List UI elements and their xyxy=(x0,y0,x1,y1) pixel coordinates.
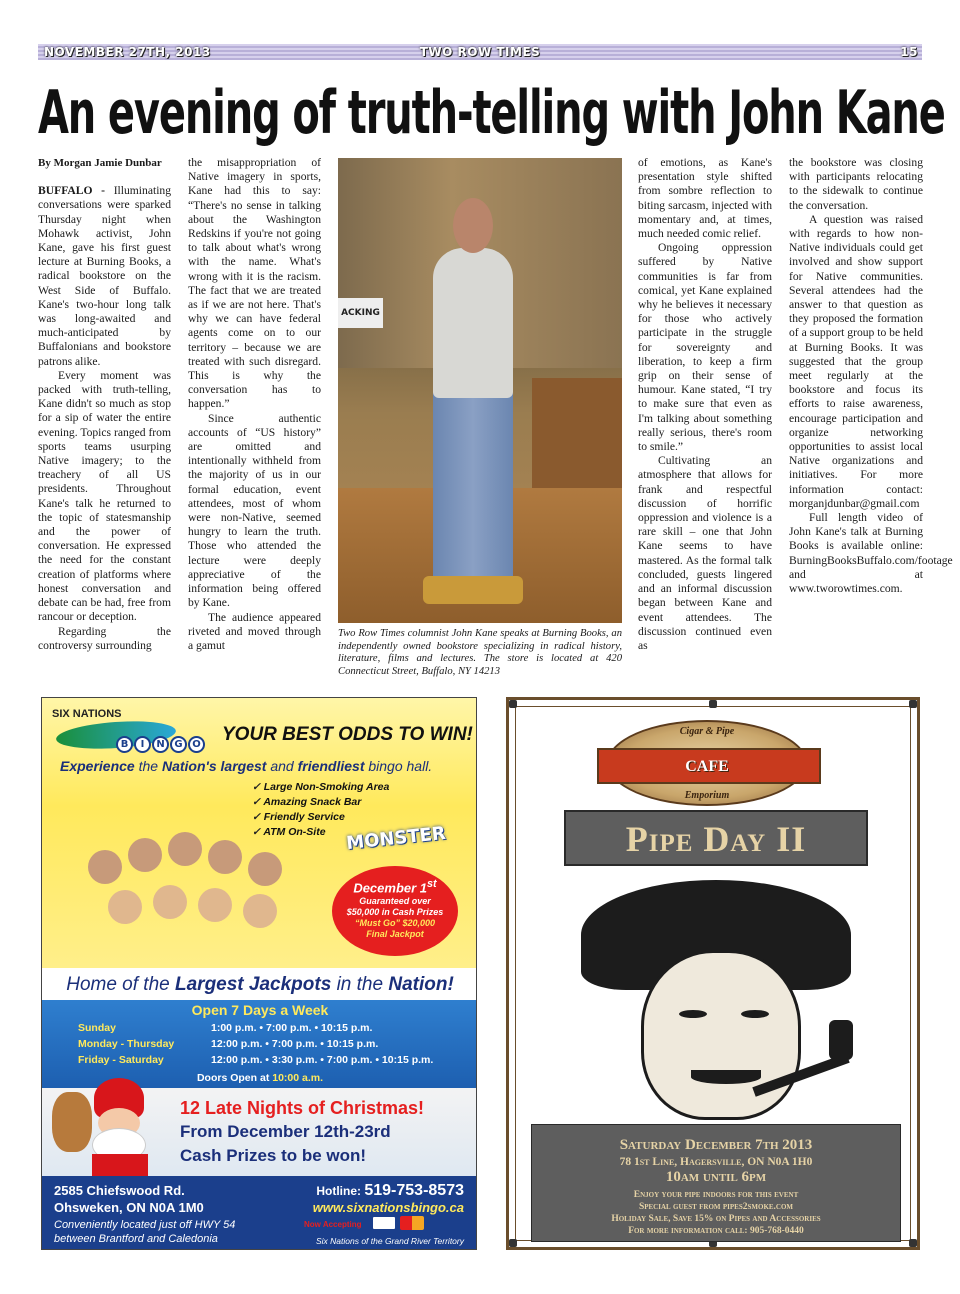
bingo-people-photo xyxy=(58,830,348,956)
santa-sack xyxy=(52,1092,92,1152)
bingo-location-note xyxy=(54,1218,235,1246)
person xyxy=(108,890,142,924)
photo-speaker-head xyxy=(453,198,493,253)
paragraph-3a: Regarding the controversy surrounding xyxy=(38,624,171,652)
paragraph-1-text: Illuminating conversations were sparked Thursday night when Mohawk activist, John Kane, gave his first guest lecture at Burning Books, a radical bookstore on the West Side of Buffalo. Kane's two-hour long talk was long-awaited and much-anticipated by Buffalonians and bookstore patrons alike. xyxy=(38,184,172,368)
feature-item: ✓ Friendly Service xyxy=(252,810,389,825)
paper-name: TWO ROW TIMES xyxy=(419,45,541,59)
xmas-headline: 12 Late Nights of Christmas! xyxy=(180,1098,425,1118)
schedule-row xyxy=(78,1022,373,1034)
paragraph-6: Ongoing oppression suffered by Native communities is far from comical, yet Kane explained why he believes it necessary for those who actively participate in the struggle for sovereignty and liberation, to keep a firm grip on their sense of humour. Kane stated, “I try to make sure that even as I'm talking about something really serious, there's room to smile.” xyxy=(638,241,772,454)
article-column-1 xyxy=(38,156,171,653)
illustration-eye xyxy=(679,1010,707,1018)
monster-bingo-burst xyxy=(332,866,458,956)
byline: By Morgan Jamie Dunbar xyxy=(38,157,162,169)
burst-amount xyxy=(332,907,458,918)
doors-label: Doors Open at xyxy=(196,1072,273,1084)
burst-amount-text: in Cash Prizes xyxy=(379,907,444,918)
bingo-brand: SIX NATIONS xyxy=(52,708,122,720)
exp-1: Experience xyxy=(60,758,135,774)
illustration-mouth xyxy=(691,1070,761,1084)
page-number: 15 xyxy=(900,45,918,59)
schedule-row xyxy=(78,1054,434,1066)
pipe-day-title: Pipe Day II xyxy=(564,810,868,866)
schedule-day: Friday - Saturday xyxy=(78,1054,164,1066)
schedule-day: Monday - Thursday xyxy=(78,1038,175,1050)
xmas-prizes: Cash Prizes to be won! xyxy=(180,1146,367,1165)
photo-speaker-legs xyxy=(433,393,513,583)
schedule-times: 12:00 p.m. • 7:00 p.m. • 10:15 p.m. xyxy=(211,1038,379,1050)
territory-note: Six Nations of the Grand River Territory xyxy=(315,1236,464,1246)
schedule-row xyxy=(78,1038,379,1050)
article-column-2 xyxy=(188,156,321,653)
person xyxy=(168,832,202,866)
bingo-ball-i: I xyxy=(134,736,151,753)
bingo-logo xyxy=(116,736,205,753)
detail-line: Enjoy your pipe indoors for this event xyxy=(633,1190,799,1200)
photo-speaker-torso xyxy=(433,248,513,398)
santa-illustration xyxy=(52,1078,172,1178)
santa-suit xyxy=(92,1154,148,1178)
paragraph-1 xyxy=(38,184,171,369)
paragraph-8: A question was raised with regards to how non-Native individuals could get involved and show support for Native communities. Several attendees had the answer to that question as they proposed the formation of a support group to be held at Burning Books. It was suggested that the group meet regularly at the bookstore and focus its efforts to raise awareness, encourage participation and organize networking opportunities to assist local Native organizations and initiatives. For more information contact: morganjdunbar@gmail.com xyxy=(789,212,923,510)
bingo-website: www.sixnationsbingo.ca xyxy=(312,1200,464,1215)
detail-line: Holiday Sale, Save 15% on Pipes and Accessories xyxy=(611,1214,821,1224)
paragraph-5a: The audience appeared riveted and moved through a gamut xyxy=(188,610,321,652)
bingo-advertisement xyxy=(41,697,477,1250)
bingo-hotline xyxy=(316,1182,464,1200)
bingo-ad-top xyxy=(42,698,477,968)
schedule-times: 1:00 p.m. • 7:00 p.m. • 10:15 p.m. xyxy=(211,1022,373,1034)
exp-3: Nation's largest xyxy=(161,758,267,774)
person xyxy=(153,885,187,919)
bingo-ball-g: G xyxy=(170,736,187,753)
frame-bolt-icon xyxy=(709,700,717,708)
burst-guarantee: Guaranteed over xyxy=(359,896,431,907)
event-address: 78 1st Line, Hagersville, ON N0A 1H0 xyxy=(619,1156,813,1168)
burst-must-go: “Must Go” $20,000 xyxy=(354,918,436,929)
schedule-times: 12:00 p.m. • 3:30 p.m. • 7:00 p.m. • 10:15 p.m. xyxy=(211,1054,434,1066)
paragraph-2: Every moment was packed with truth-telling, Kane didn't so much as stop for a sip of water the entire evening. Topics ranged from sports teams usurping Native imagery; to the treachery of all US presidents. Throughout Kane's talk he returned to the topic of statesmanship and the power of conversation. He expressed the need for the constant creation of platforms where honest conversation and debate can be had, free from rancour or deception. xyxy=(38,368,171,624)
home-4: Nation! xyxy=(388,974,454,995)
pipe-day-info xyxy=(531,1124,901,1242)
frame-bolt-icon xyxy=(509,700,517,708)
exp-5: friendliest xyxy=(297,758,365,774)
bingo-address xyxy=(54,1182,204,1216)
illustration-face xyxy=(641,950,801,1120)
hotline-number: 519-753-8573 xyxy=(364,1182,464,1199)
page-header-bar xyxy=(38,44,922,60)
feature-item: ✓ ATM On-Site xyxy=(252,825,389,840)
bingo-odds-slogan: YOUR BEST ODDS TO WIN! xyxy=(222,724,473,745)
paragraph-7b: the bookstore was closing with participants relocating to the sidewalk to continue the conversation. xyxy=(789,156,923,212)
paragraph-4: Since authentic accounts of “US history” are omitted and intentionally withheld from the majority of us in our formal education, event attendees, most of whom were non-Native, seemed hungry to learn the truth. Those who attended the lecture were deeply appreciative of the information being offered by Kane. xyxy=(188,411,321,610)
monster-bingo-logo xyxy=(326,822,466,855)
photo-speaker-boots xyxy=(423,576,523,604)
person xyxy=(88,850,122,884)
burst-final: Final Jackpot xyxy=(366,929,424,940)
bingo-schedule xyxy=(42,1000,477,1088)
article-column-4 xyxy=(789,156,953,596)
pipe-smoker-illustration xyxy=(571,870,861,1130)
person xyxy=(243,894,277,928)
logo-top-text: Cigar & Pipe xyxy=(679,726,735,737)
largest-jackpots-banner xyxy=(42,970,477,1000)
burst-date-text: December 1 xyxy=(353,880,428,896)
feature-item: ✓ Amazing Snack Bar xyxy=(252,795,389,810)
dateline: BUFFALO - xyxy=(38,184,106,198)
issue-date: NOVEMBER 27TH, 2013 xyxy=(44,45,211,59)
frame-bolt-icon xyxy=(909,700,917,708)
exp-2: the xyxy=(134,758,162,774)
feature-item: ✓ Large Non-Smoking Area xyxy=(252,780,389,795)
location-line-1: Conveniently located just off HWY 54 xyxy=(54,1219,236,1231)
detail-line: Special guest from pipes2smoke.com xyxy=(638,1202,794,1212)
article-column-3 xyxy=(638,156,772,653)
doors-time: 10:00 a.m. xyxy=(272,1072,324,1084)
location-line-2: between Brantford and Caledonia xyxy=(54,1233,218,1245)
bingo-ball-n: N xyxy=(152,736,169,753)
event-date: Saturday December 7th 2013 xyxy=(619,1137,813,1153)
burst-amount-value: $50,000 xyxy=(346,907,380,918)
event-details xyxy=(532,1189,900,1237)
bingo-footer xyxy=(42,1176,477,1250)
frame-bolt-icon xyxy=(509,1239,517,1247)
frame-bolt-icon xyxy=(909,1239,917,1247)
logo-bottom-text: Emporium xyxy=(684,790,730,801)
bingo-ball-o: O xyxy=(188,736,205,753)
illustration-eye xyxy=(741,1010,769,1018)
event-hours: 10am until 6pm xyxy=(665,1169,767,1185)
photo-caption: Two Row Times columnist John Kane speaks at Burning Books, an independently owned bookstore specializing in radical history, literature, films and lectures. The store is located at 420 Connecticut Street, Buffalo, NY 14213 xyxy=(338,628,622,677)
bingo-ball-b: B xyxy=(116,736,133,753)
address-line-1: 2585 Chiefswood Rd. xyxy=(54,1183,185,1198)
pipe-day-advertisement xyxy=(506,697,920,1250)
paragraph-7: Cultivating an atmosphere that allows for frank and respectful discussion of horrific oppression and violence is a rare skill – one that John Kane seems to have mastered. As the formal talk concluded, guests lingered and an informal discussion began between Kane and event attendees. The discussion continued even as xyxy=(638,454,772,652)
detail-line: For more information call: 905-768-0440 xyxy=(628,1226,804,1236)
person xyxy=(248,852,282,886)
logo-mid-text: CAFE xyxy=(685,758,729,775)
open-days: Open 7 Days a Week xyxy=(191,1002,329,1018)
xmas-dates: From December 12th-23rd xyxy=(180,1122,391,1141)
person xyxy=(198,888,232,922)
person xyxy=(208,840,242,874)
article-photo xyxy=(338,158,622,623)
exp-6: bingo hall. xyxy=(364,758,433,774)
burst-date xyxy=(332,876,458,896)
home-1: Home of the xyxy=(66,974,175,995)
person xyxy=(128,838,162,872)
photo-sign: ACKING xyxy=(338,298,383,328)
home-3: in the xyxy=(331,974,389,995)
paragraph-9: Full length video of John Kane's talk at Burning Books is available online: BurningBooksBuffalo.com/footage and at www.tworowtimes.com. xyxy=(789,511,953,596)
paragraph-3b: the misappropriation of Native imagery in sports, Kane had this to say: “There's no sense in talking about the Washington Redskins if you're not going to talk about what's wrong with the name. What's wrong with it is the racism. The fact that we are treated as if we are not here. That's why we can have federal agents come on to our territory – because we are treated with such disregard. This is why the conversation has to happen.” xyxy=(188,156,321,411)
visa-icon xyxy=(372,1216,396,1230)
bingo-experience-line xyxy=(60,758,432,774)
monster-title: MONSTER xyxy=(345,822,447,855)
address-line-2: Ohsweken, ON N0A 1M0 xyxy=(54,1200,204,1215)
schedule-day: Sunday xyxy=(78,1022,116,1034)
hotline-label: Hotline: xyxy=(316,1184,365,1198)
exp-4: and xyxy=(266,758,298,774)
home-2: Largest Jackpots xyxy=(175,974,332,995)
mastercard-icon xyxy=(400,1216,424,1230)
paragraph-5b: of emotions, as Kane's presentation style shifted from sombre reflection to biting sarcasm, injected with momentary and, at times, much needed comic relief. xyxy=(638,156,772,241)
pipe-bowl xyxy=(829,1020,853,1060)
burst-date-sup: st xyxy=(427,878,437,890)
now-accepting: Now Accepting xyxy=(304,1220,362,1229)
payment-cards xyxy=(372,1216,424,1230)
article-headline: An evening of truth-telling with John Kane xyxy=(38,78,945,148)
cigar-band-logo xyxy=(607,720,807,806)
